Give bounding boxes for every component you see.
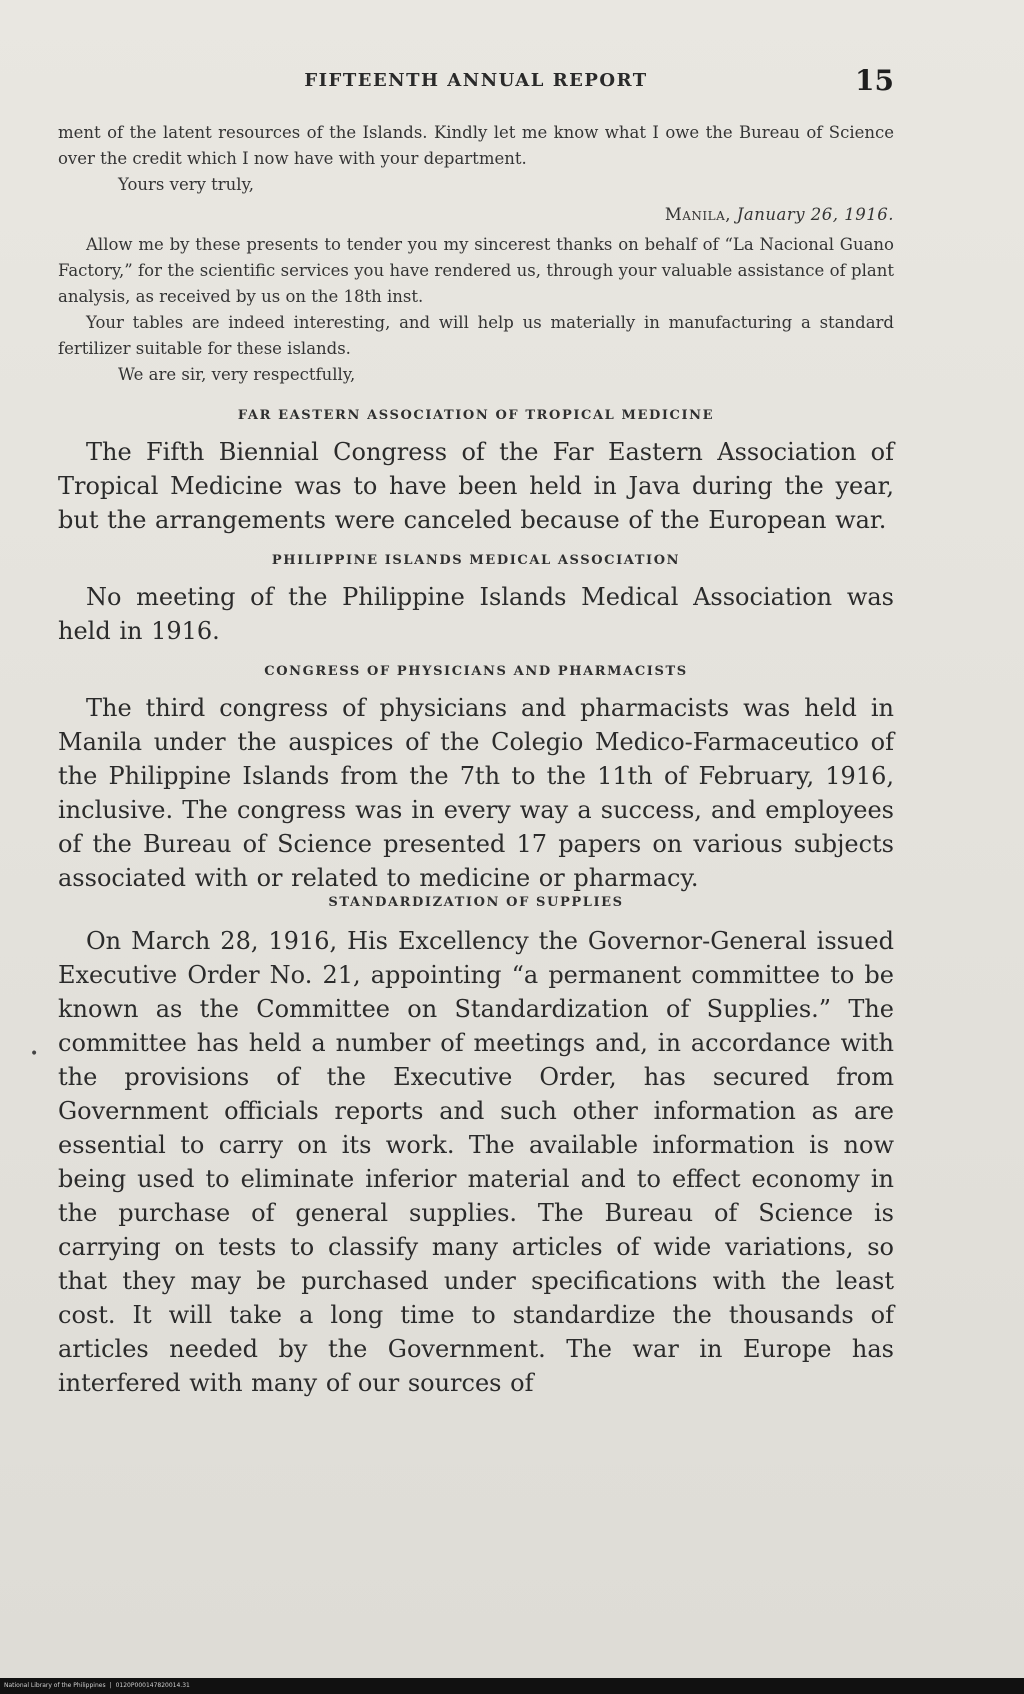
footer-identifier: 0120P000147820014.31 — [115, 1682, 190, 1689]
section-heading: PHILIPPINE ISLANDS MEDICAL ASSOCIATION — [271, 553, 681, 568]
letter-paragraph: Allow me by these presents to tender you my sincerest thanks on behalf of “La Nacional Guano Factory,” for the scientific services you have rendered us, through your valuable assistance of plant analysis, as received by us on the 18th inst. — [58, 235, 894, 306]
section-body: No meeting of the Philippine Islands Medical Association was held in 1916. — [58, 583, 894, 645]
section-heading: FAR EASTERN ASSOCIATION OF TROPICAL MEDICINE — [237, 408, 715, 423]
letter-paragraph: Your tables are indeed interesting, and will help us materially in manufacturing a standard fertilizer suitable for these islands. — [58, 313, 894, 358]
section-body: The third congress of physicians and pharmacists was held in Manila under the auspices of the Colegio Medico-Farmaceutico of the Philippine Islands from the 7th to the 11th of February, 1916, inclusive. The congress was in every way a success, and employees of the Bureau of Science presented 17 papers on various subjects associated with or related to medicine or pharmacy. — [58, 694, 894, 892]
scan-footer — [0, 1678, 1024, 1694]
page-header — [58, 64, 894, 104]
page-body — [58, 120, 894, 1400]
letter-closing: We are sir, very respectfully, — [118, 365, 356, 384]
section-body: On March 28, 1916, His Excellency the Governor-General issued Executive Order No. 21, appointing “a permanent committee to be known as the Committee on Standardization of Supplies.” The committee has held a number of meetings and, in accordance with the provisions of the Executive Order, has secured from Government officials reports and such other information as are essential to carry on its work. The available information is now being used to eliminate inferior material and to effect economy in the purchase of general supplies. The Bureau of Science is carrying on tests to classify many articles of wide variations, so that they may be purchased under specifications with the least cost. It will take a long time to standardize the thousands of articles needed by the Government. The war in Europe has interfered with many of our sources of — [58, 927, 894, 1397]
footer-separator: | — [109, 1682, 112, 1689]
page-number: 15 — [855, 64, 894, 97]
footer-library: National Library of the Philippines — [4, 1682, 106, 1689]
letter-continuation: ment of the latent resources of the Islands. Kindly let me know what I owe the Bureau of Science over the credit which I now have with your department. — [58, 123, 894, 168]
dateline-date: January 26, 1916. — [736, 205, 894, 224]
letter-closing: Yours very truly, — [118, 175, 254, 194]
section-heading: CONGRESS OF PHYSICIANS AND PHARMACISTS — [264, 664, 688, 679]
dateline-place: Manila, — [664, 205, 732, 224]
ink-speck: • — [30, 1046, 39, 1062]
scan-footer-text — [4, 1679, 190, 1693]
letter-dateline — [58, 200, 894, 230]
running-head: FIFTEENTH ANNUAL REPORT — [304, 70, 648, 91]
section-body: The Fifth Biennial Congress of the Far Eastern Association of Tropical Medicine was to have been held in Java during the year, but the arrangements were canceled because of the European war. — [58, 438, 894, 534]
section-heading: STANDARDIZATION OF SUPPLIES — [328, 895, 624, 910]
